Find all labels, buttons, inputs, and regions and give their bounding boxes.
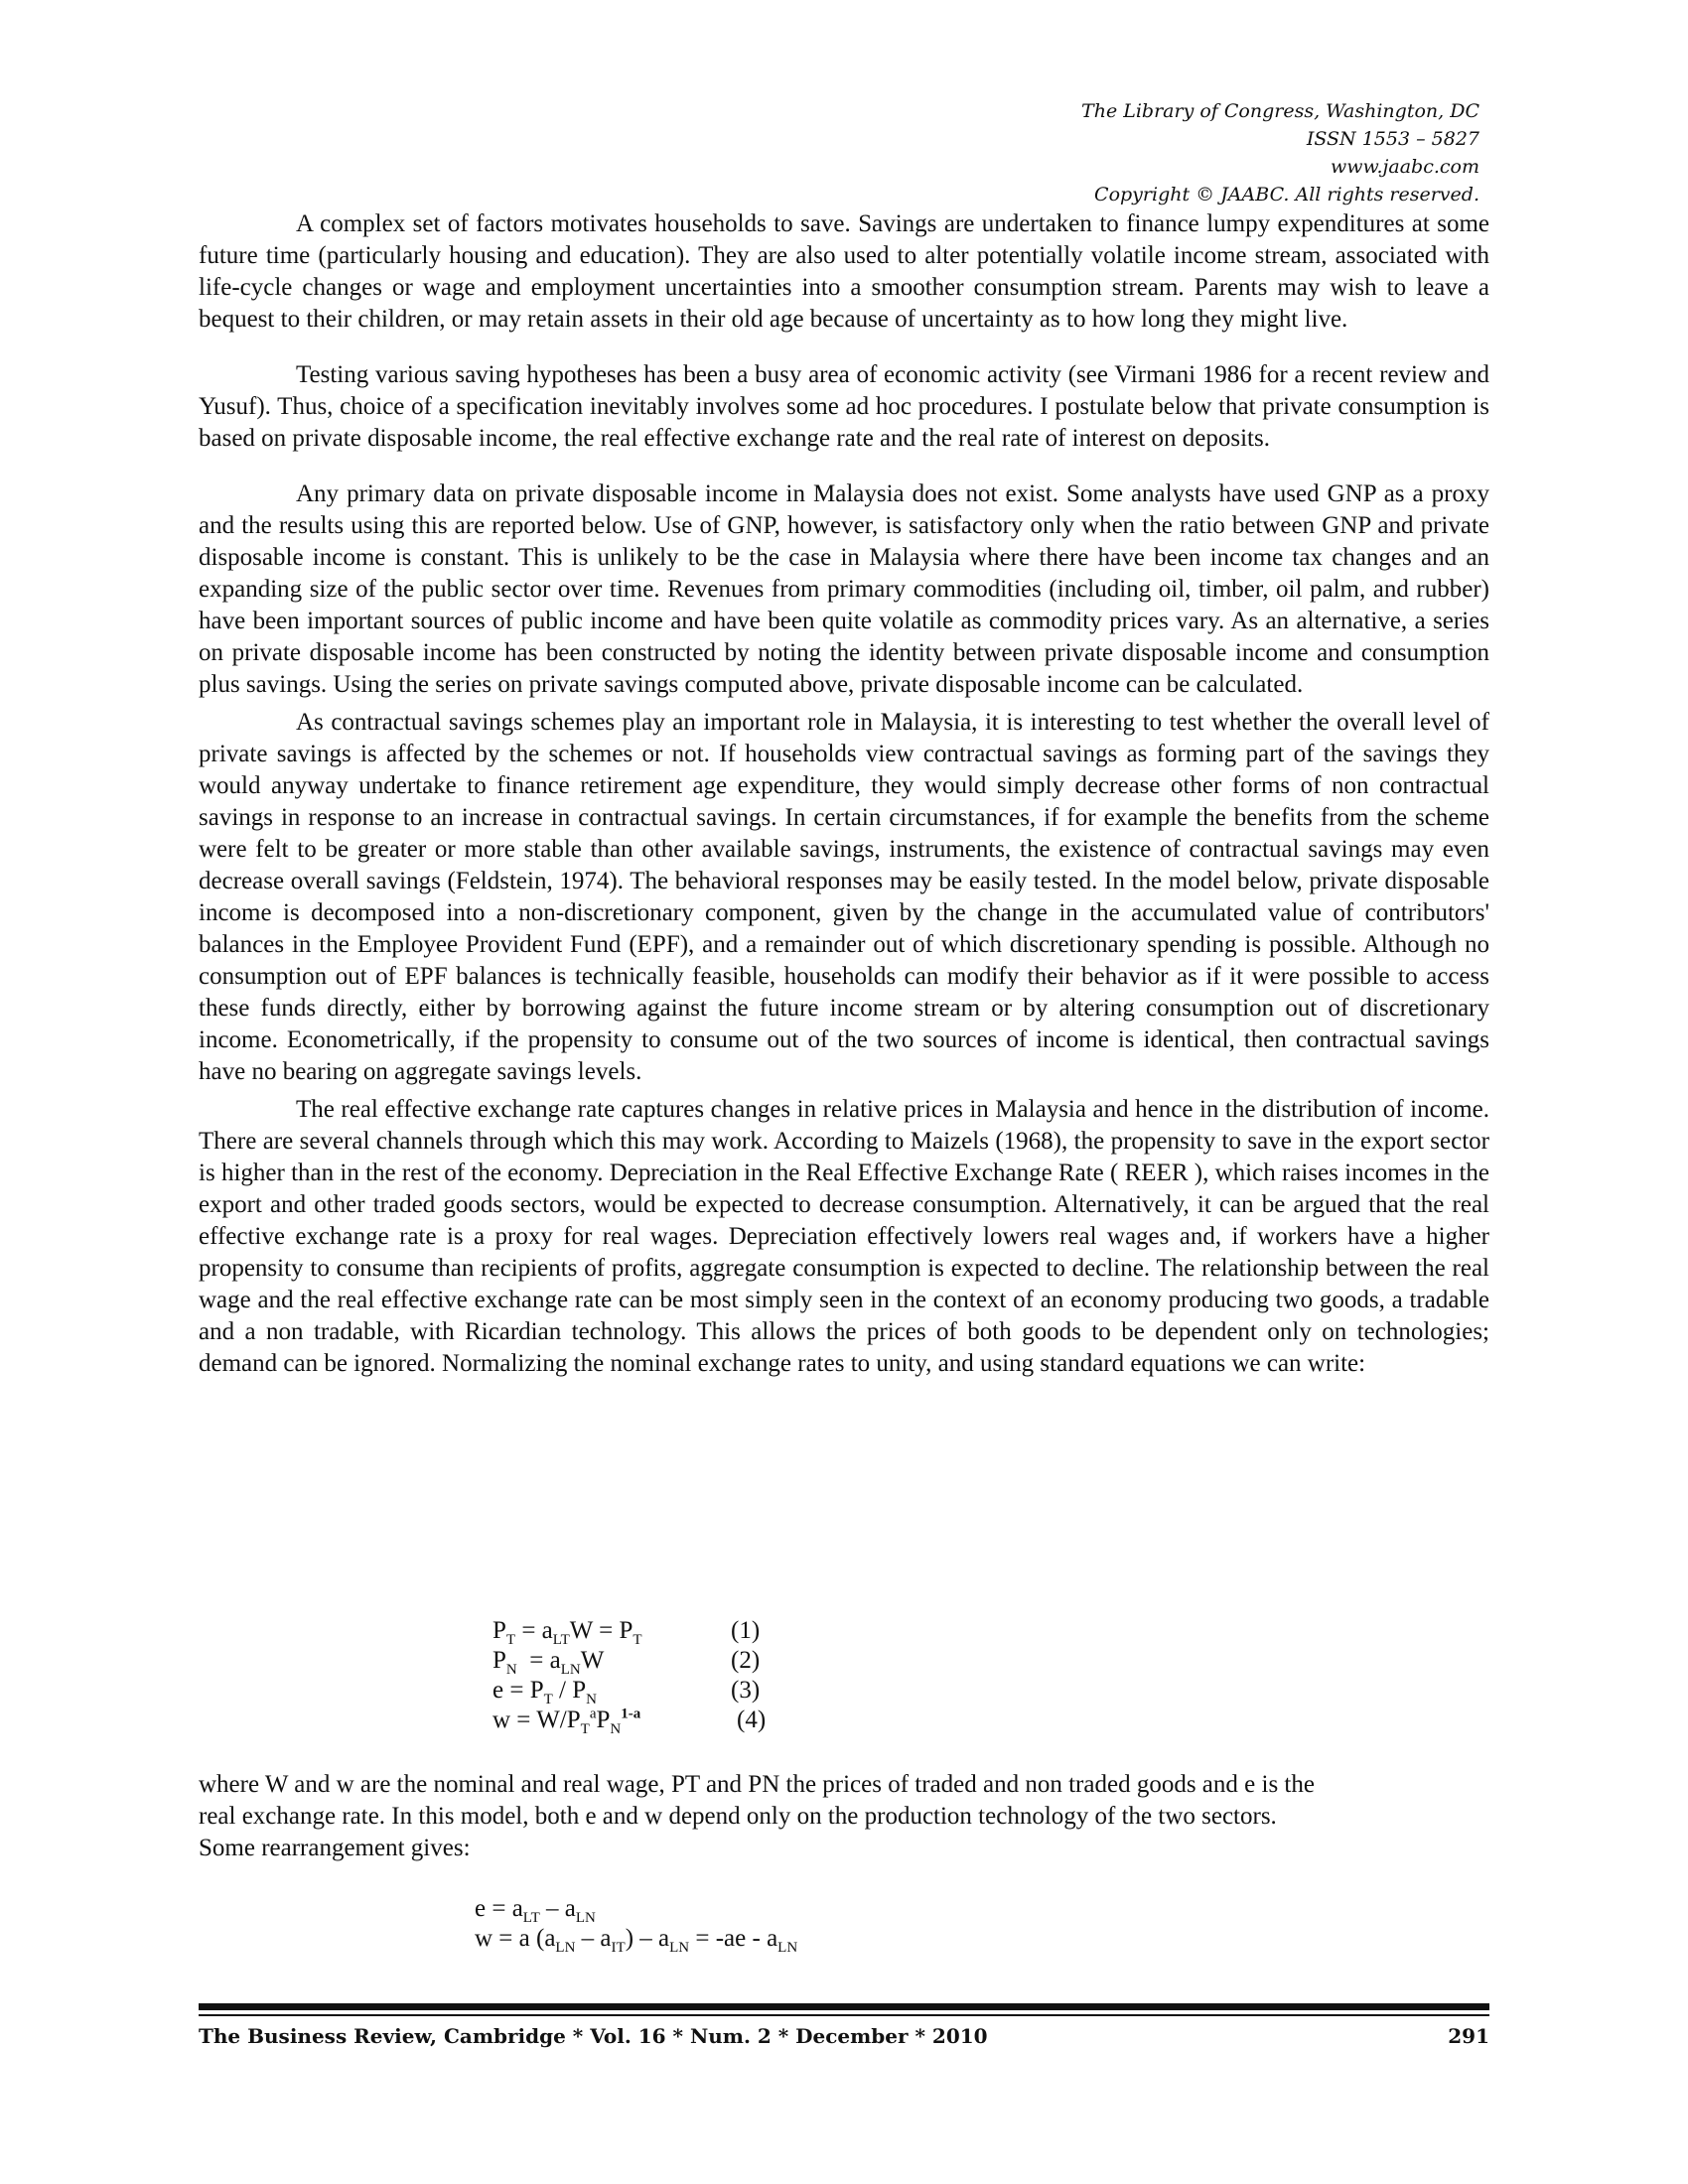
equation-explanation — [199, 1769, 1489, 1864]
equation-1-number: (1) — [731, 1617, 761, 1644]
footer-rule-thin — [199, 2014, 1489, 2016]
rearranged-equations — [475, 1894, 797, 1954]
body-text — [199, 208, 1489, 1380]
explanation-line-3: Some rearrangement gives: — [199, 1835, 471, 1861]
equation-e-rearranged: $e = a_{LT} - a_{LN}$ — [475, 1895, 596, 1926]
equation-4-number: (4) — [737, 1706, 767, 1733]
page-number: 291 — [1448, 2024, 1489, 2048]
paragraph-1: A complex set of factors motivates households to save. Savings are undertaken to finance lumpy expenditures at some future time (particularly housing and education). They are also used to alter potentially volatile income stream, associated with life-cycle changes or wage and employment uncertainties into a smoother consumption stream. Parents may wish to leave a bequest to their children, or may retain assets in their old age because of uncertainty as to how long they might live. — [199, 210, 1489, 333]
page-footer — [199, 2021, 1489, 2051]
explanation-line-1: where W and w are the nominal and real wage, PT and PN the prices of traded and non traded goods and e is the — [199, 1771, 1315, 1798]
footer-rule-thick — [199, 2003, 1489, 2010]
explanation-line-2: real exchange rate. In this model, both e and w depend only on the production technology of the two sectors. — [199, 1803, 1277, 1830]
equation-3-number: (3) — [731, 1677, 761, 1704]
footer-journal: The Business Review, Cambridge * Vol. 16 * Num. 2 * December * 2010 — [199, 2024, 988, 2048]
header-line-3: www.jaabc.com — [1330, 156, 1479, 178]
paragraph-3: Any primary data on private disposable income in Malaysia does not exist. Some analysts have used GNP as a proxy and the results using this are reported below. Use of GNP, however, is satisfactory only when the ratio between GNP and private disposable income is constant. This is unlikely to be the case in Malaysia where there have been income tax changes and an expanding size of the public sector over time. Revenues from primary commodities (including oil, timber, oil palm, and rubber) have been important sources of public income and have been quite volatile as commodity prices vary. As an alternative, a series on private disposable income has been constructed by noting the identity between private disposable income and consumption plus savings. Using the series on private savings computed above, private disposable income can be calculated. — [199, 480, 1489, 698]
paragraph-4: As contractual savings schemes play an important role in Malaysia, it is interesting to test whether the overall level of private savings is affected by the schemes or not. If households view contractual savings as forming part of the savings they would anyway undertake to finance retirement age expenditure, they would simply decrease other forms of non contractual savings in response to an increase in contractual savings. In certain circumstances, if for example the benefits from the scheme were felt to be greater or more stable than other available savings, instruments, the existence of contractual savings may even decrease overall savings (Feldstein, 1974). The behavioral responses may be easily tested. In the model below, private disposable income is decomposed into a non-discretionary component, given by the change in the accumulated value of contributors' balances in the Employee Provident Fund (EPF), and a remainder out of which discretionary spending is possible. Although no consumption out of EPF balances is technically feasible, households can modify their behavior as if it were possible to access these funds directly, either by borrowing against the future income stream or by altering consumption out of discretionary income. Econometrically, if the propensity to consume out of the two sources of income is identical, then contractual savings have no bearing on aggregate savings levels. — [199, 709, 1489, 1085]
equation-w-rearranged: w = a $(a_{LN} - a_{IT}) - a_{LN} = -ae - a_{LN}$ — [475, 1925, 798, 1956]
paragraph-5: The real effective exchange rate captures changes in relative prices in Malaysia and hence in the distribution of income. There are several channels through which this may work. According to Maizels (1968), the propensity to save in the export sector is higher than in the rest of the economy. Depreciation in the Real Effective Exchange Rate ( REER ), which raises incomes in the export and other traded goods sectors, would be expected to decrease consumption. Alternatively, it can be argued that the real effective exchange rate is a proxy for real wages. Depreciation effectively lowers real wages and, if workers have a higher propensity to consume than recipients of profits, aggregate consumption is expected to decline. The relationship between the real wage and the real effective exchange rate can be most simply seen in the context of an economy producing two goods, a tradable and a non tradable, with Ricardian technology. This allows the prices of both goods to be dependent only on technologies; demand can be ignored. Normalizing the nominal exchange rates to unity, and using standard equations we can write: — [199, 1096, 1489, 1377]
equation-3: $e = P_T / P_N$ (3) — [492, 1676, 776, 1706]
header-line-4: Copyright © JAABC. All rights reserved. — [1094, 184, 1479, 205]
equation-1: $P_T = a_{LT}W = P_T$ (1) — [492, 1616, 776, 1646]
journal-header — [1081, 97, 1479, 208]
header-line-2: ISSN 1553 – 5827 — [1306, 128, 1479, 150]
header-line-1: The Library of Congress, Washington, DC — [1081, 100, 1479, 122]
equation-2: $P_N = a_{LN}W$ (2) — [492, 1646, 776, 1676]
equation-2-number: (2) — [731, 1647, 761, 1674]
paragraph-2: Testing various saving hypotheses has been a busy area of economic activity (see Virmani 1986 for a recent review and Yusuf). Thus, choice of a specification inevitably involves some ad hoc procedures. I postulate below that private consumption is based on private disposable income, the real effective exchange rate and the real rate of interest on deposits. — [199, 361, 1489, 452]
equation-block — [492, 1616, 776, 1735]
equation-4: $w = W/P_T^aP_N^{1-a}$ (4) — [492, 1706, 776, 1735]
